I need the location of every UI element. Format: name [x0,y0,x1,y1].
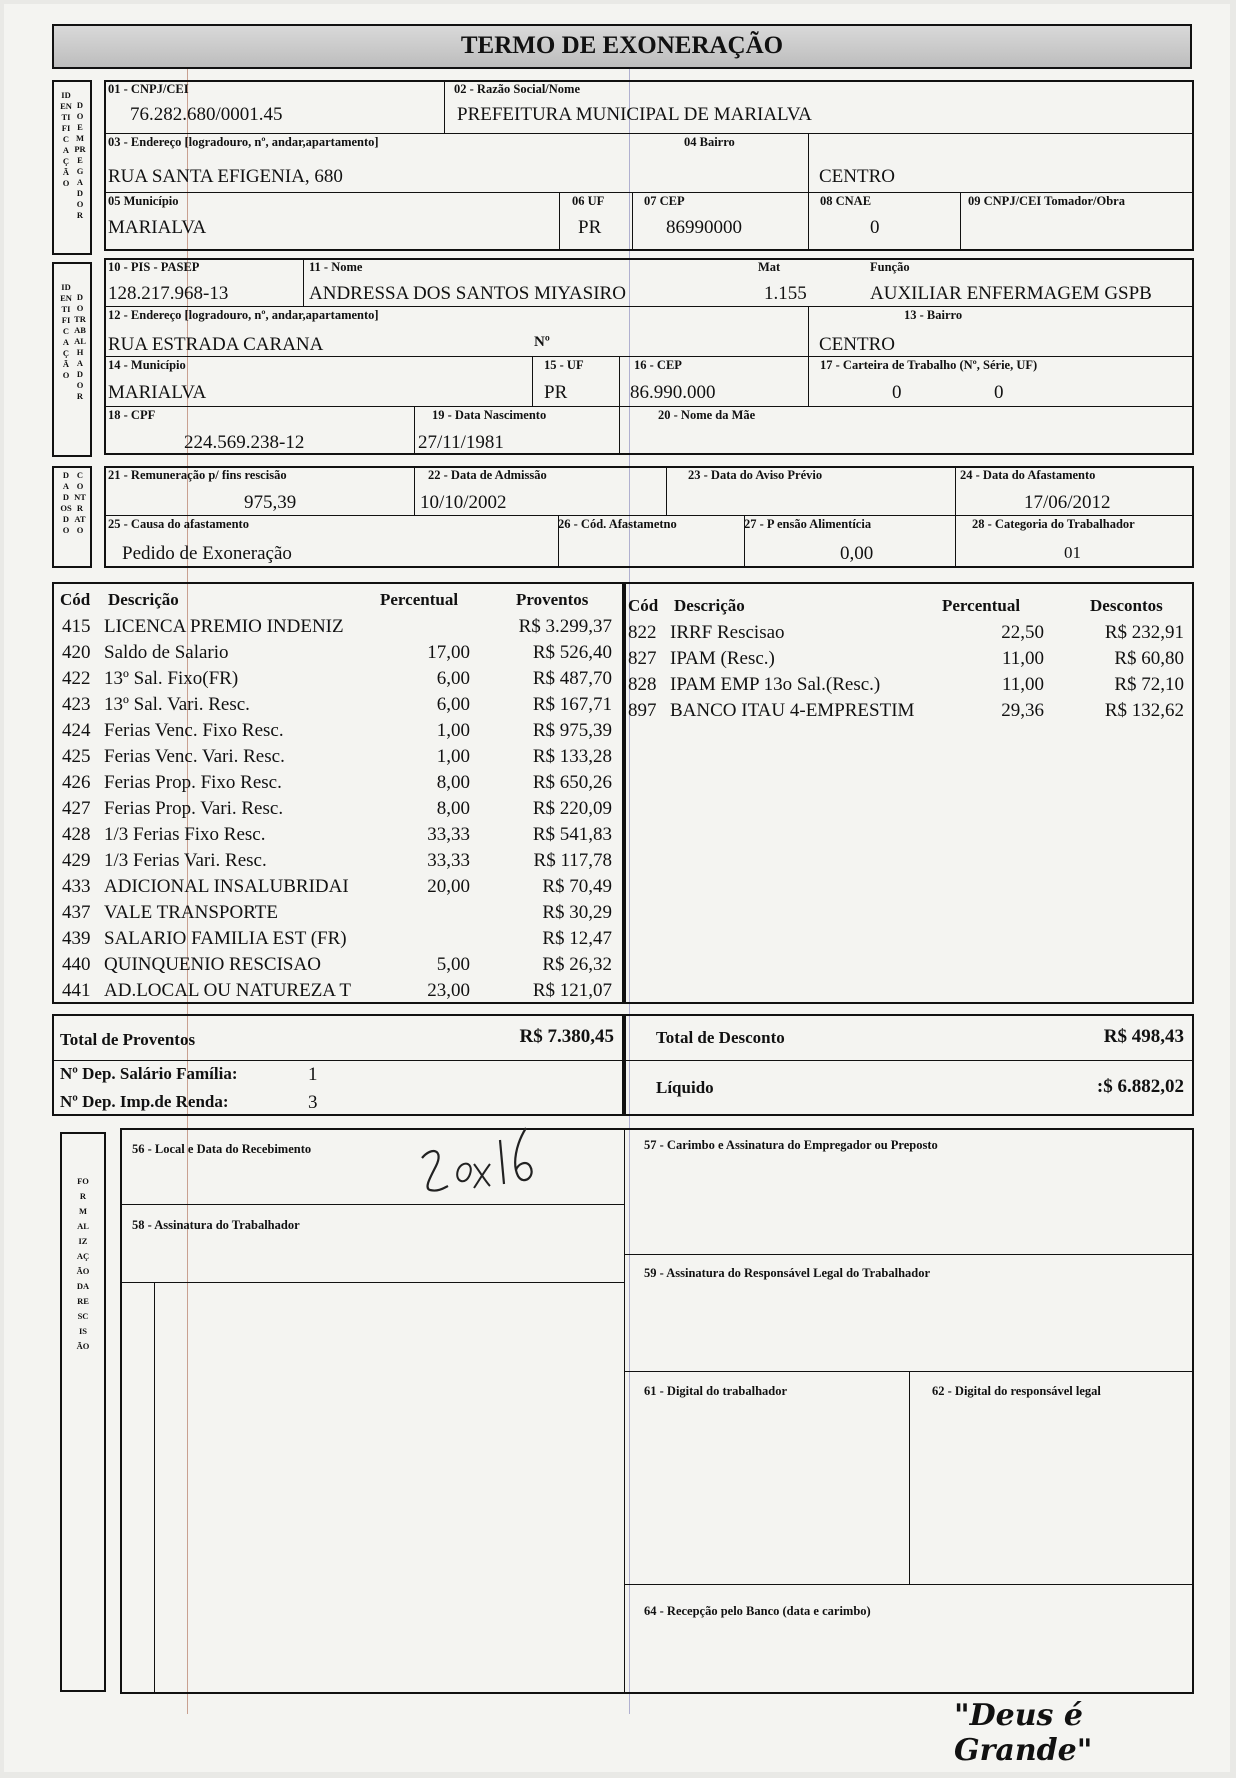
proventos-row-cod: 423 [62,694,91,715]
cod-afast-label: 26 - Cód. Afastametno [558,517,677,531]
liquido-value: :$ 6.882,02 [1096,1076,1184,1097]
proventos-row-pct: 23,00 [427,980,470,1001]
side-label-empregador-2: DO EMPREGADOR [74,100,86,220]
proventos-row-desc: LICENCA PREMIO INDENIZ [104,616,344,637]
proventos-row-cod: 428 [62,824,91,845]
proventos-row-valor: R$ 133,28 [532,746,612,767]
descontos-row-valor: R$ 72,10 [1114,674,1184,695]
proventos-header-cod: Cód [60,590,91,609]
proventos-row-pct: 20,00 [427,876,470,897]
aviso-label: 23 - Data do Aviso Prévio [688,468,823,482]
document-title: TERMO DE EXONERAÇÃO [52,24,1192,69]
proventos-row-desc: Ferias Venc. Vari. Resc. [104,746,285,767]
cnae-value: 0 [870,217,880,238]
nascimento-value: 27/11/1981 [418,432,504,453]
descontos-row-pct: 22,50 [1001,622,1044,643]
total-proventos-value: R$ 7.380,45 [519,1026,614,1047]
descontos-row-desc: IRRF Rescisao [670,622,785,643]
proventos-row-pct [384,928,470,954]
afastamento-value: 17/06/2012 [1024,492,1111,513]
nome-value: ANDRESSA DOS SANTOS MIYASIRO [309,283,626,304]
proventos-row-pct: 33,33 [427,824,470,845]
proventos-row-cod: 439 [62,928,91,949]
mat-label: Mat [758,260,781,274]
proventos-row-desc: ADICIONAL INSALUBRIDAI [104,876,349,897]
admissao-label: 22 - Data de Admissão [428,468,547,482]
proventos-header-descricao: Descrição [108,590,179,609]
proventos-row-cod: 429 [62,850,91,871]
mae-label: 20 - Nome da Mãe [658,408,756,422]
proventos-row-pct: 8,00 [436,772,470,793]
proventos-row-valor: R$ 167,71 [532,694,612,715]
proventos-row-valor: R$ 70,49 [542,876,612,897]
descontos-row-cod: 897 [628,700,657,721]
proventos-row-cod: 425 [62,746,91,767]
handwritten-date-drawing [414,1120,554,1200]
proventos-row-cod: 433 [62,876,91,897]
pis-value: 128.217.968-13 [108,283,229,304]
descontos-header-valor: Descontos [1090,596,1163,615]
proventos-row-valor: R$ 487,70 [532,668,612,689]
razao-label: 02 - Razão Social/Nome [454,82,581,96]
proventos-row-valor: R$ 30,29 [542,902,612,923]
side-box-contrato [52,466,92,568]
proventos-row-pct: 1,00 [436,746,470,767]
proventos-row-valor: R$ 12,47 [542,928,612,949]
proventos-row-desc: 13º Sal. Vari. Resc. [104,694,250,715]
descontos-row-cod: 822 [628,622,657,643]
proventos-row-desc: Ferias Prop. Fixo Resc. [104,772,282,793]
dep-salario-value: 1 [308,1064,318,1085]
proventos-row-desc: Saldo de Salario [104,642,229,663]
side-label-trabalhador: IDENTIFICAÇÃO [60,282,72,380]
total-proventos-label: Total de Proventos [60,1030,196,1049]
document-page [4,4,1230,1772]
proventos-row-pct: 1,00 [436,720,470,741]
descontos-row-desc: IPAM (Resc.) [670,648,775,669]
endereco-emp-value: RUA SANTA EFIGENIA, 680 [108,166,343,187]
ctps-serie: 0 [994,382,1004,403]
proventos-row-pct: 6,00 [436,694,470,715]
descontos-row-desc: BANCO ITAU 4-EMPRESTIM [670,700,915,721]
municipio-emp-label: 05 Município [108,194,179,208]
pensao-value: 0,00 [840,543,874,564]
proventos-row-desc: AD.LOCAL OU NATUREZA T [104,980,351,1001]
municipio-trab-label: 14 - Município [108,358,186,372]
total-descontos-value: R$ 498,43 [1103,1026,1184,1047]
cep-trab-label: 16 - CEP [634,358,682,372]
proventos-row-valor: R$ 117,78 [533,850,612,871]
nascimento-label: 19 - Data Nascimento [432,408,547,422]
mat-value: 1.155 [764,283,807,304]
razao-value: PREFEITURA MUNICIPAL DE MARIALVA [457,104,812,125]
cnae-label: 08 CNAE [820,194,872,208]
footer-inscription: "Deus é Grande" [954,1698,1093,1768]
proventos-row-pct [384,902,470,928]
proventos-row-cod: 415 [62,616,91,637]
categoria-value: 01 [1064,543,1081,562]
recepcao-banco-label: 64 - Recepção pelo Banco (data e carimbo) [644,1604,871,1618]
proventos-row-pct: 6,00 [436,668,470,689]
proventos-row-cod: 426 [62,772,91,793]
local-data-label: 56 - Local e Data do Recebimento [132,1142,312,1156]
proventos-row-valor: R$ 26,32 [542,954,612,975]
proventos-row-desc: Ferias Venc. Fixo Resc. [104,720,284,741]
proventos-row-cod: 422 [62,668,91,689]
proventos-row-cod: 441 [62,980,91,1001]
dep-renda-value: 3 [308,1092,318,1113]
causa-label: 25 - Causa do afastamento [108,517,249,531]
assinatura-trabalhador-label: 58 - Assinatura do Trabalhador [132,1218,300,1232]
cep-emp-label: 07 CEP [644,194,685,208]
proventos-row-desc: 13º Sal. Fixo(FR) [104,668,239,689]
descontos-header-cod: Cód [628,596,659,615]
proventos-row-cod: 440 [62,954,91,975]
descontos-row-cod: 828 [628,674,657,695]
endereco-trab-value: RUA ESTRADA CARANA [108,334,324,355]
bairro-trab-label: 13 - Bairro [904,308,963,322]
proventos-row-pct: 8,00 [436,798,470,819]
proventos-row-cod: 437 [62,902,91,923]
side-label-empregador: IDENTIFICAÇÃO [60,90,72,188]
descontos-row-desc: IPAM EMP 13o Sal.(Resc.) [670,674,881,695]
cnpj-label: 01 - CNPJ/CEI [108,82,189,96]
side-box-trabalhador [52,262,92,457]
proventos-row-desc: VALE TRANSPORTE [104,902,278,923]
proventos-row-valor: R$ 220,09 [532,798,612,819]
cnpj-value: 76.282.680/0001.45 [130,104,283,125]
digital-trabalhador-label: 61 - Digital do trabalhador [644,1384,788,1398]
proventos-row-pct: 17,00 [427,642,470,663]
proventos-row-desc: QUINQUENIO RESCISAO [104,954,321,975]
side-box-empregador [52,80,92,255]
uf-trab-label: 15 - UF [544,358,584,372]
responsavel-legal-label: 59 - Assinatura do Responsável Legal do Trabalhador [644,1266,931,1280]
dep-salario-label: Nº Dep. Salário Família: [60,1064,238,1083]
proventos-row-cod: 424 [62,720,91,741]
causa-value: Pedido de Exoneração [122,543,292,564]
cpf-value: 224.569.238-12 [184,432,305,453]
ctps-label: 17 - Carteira de Trabalho (Nº, Série, UF) [820,358,1038,372]
funcao-label: Função [870,260,910,274]
uf-emp-label: 06 UF [572,194,605,208]
bairro-emp-label: 04 Bairro [684,135,735,149]
cep-emp-value: 86990000 [666,217,742,238]
side-label-contrato-2: CONTRATO [74,470,86,535]
proventos-row-pct: 33,33 [427,850,470,871]
bairro-trab-value: CENTRO [819,334,895,355]
digital-responsavel-label: 62 - Digital do responsável legal [932,1384,1101,1398]
funcao-value: AUXILIAR ENFERMAGEM GSPB [870,283,1152,304]
proventos-row-valor: R$ 526,40 [532,642,612,663]
descontos-header-percentual: Percentual [942,596,1021,615]
municipio-emp-value: MARIALVA [108,217,207,238]
descontos-row-valor: R$ 132,62 [1104,700,1184,721]
descontos-row-pct: 11,00 [1001,674,1044,695]
descontos-row-valor: R$ 232,91 [1104,622,1184,643]
pis-label: 10 - PIS - PASEP [108,260,200,274]
proventos-header-percentual: Percentual [380,590,459,609]
tomador-label: 09 CNPJ/CEI Tomador/Obra [968,194,1125,208]
remuneracao-value: 975,39 [244,492,297,513]
proventos-row-valor: R$ 975,39 [532,720,612,741]
proventos-row-desc: 1/3 Ferias Fixo Resc. [104,824,266,845]
side-label-formalizacao: FORMALIZAÇÃO DA RESCISÃO [76,1176,90,1351]
proventos-row-valor: R$ 3.299,37 [518,616,612,637]
afastamento-label: 24 - Data do Afastamento [960,468,1096,482]
proventos-row-valor: R$ 650,26 [532,772,612,793]
descontos-row-pct: 11,00 [1001,648,1044,669]
numero-label: Nº [534,334,550,350]
endereco-trab-label: 12 - Endereço [logradouro, nº, andar,apartamento] [108,308,379,322]
proventos-row-desc: Ferias Prop. Vari. Resc. [104,798,284,819]
proventos-row-valor: R$ 121,07 [532,980,612,1001]
admissao-value: 10/10/2002 [420,492,507,513]
side-label-trabalhador-2: DO TRABALHADOR [74,292,86,401]
side-label-contrato: DADOS DO [60,470,72,535]
descontos-header-descricao: Descrição [674,596,745,615]
uf-emp-value: PR [578,217,602,238]
proventos-row-cod: 420 [62,642,91,663]
municipio-trab-value: MARIALVA [108,382,207,403]
endereco-emp-label: 03 - Endereço [logradouro, nº, andar,apartamento] [108,135,379,149]
remuneracao-label: 21 - Remuneração p/ fins rescisão [108,468,287,482]
carimbo-empregador-label: 57 - Carimbo e Assinatura do Empregador ou Preposto [644,1138,938,1152]
descontos-row-valor: R$ 60,80 [1114,648,1184,669]
proventos-row-desc: 1/3 Ferias Vari. Resc. [104,850,267,871]
proventos-row-pct [384,616,470,642]
proventos-row-valor: R$ 541,83 [532,824,612,845]
proventos-row-pct: 5,00 [436,954,470,975]
proventos-header-valor: Proventos [516,590,589,609]
descontos-row-pct: 29,36 [1001,700,1044,721]
categoria-label: 28 - Categoria do Trabalhador [972,517,1135,531]
ctps-numero: 0 [892,382,902,403]
nome-label: 11 - Nome [309,260,363,274]
descontos-row-cod: 827 [628,648,657,669]
cpf-label: 18 - CPF [108,408,156,422]
pensao-label: 27 - P ensão Alimentícia [744,517,872,531]
dep-renda-label: Nº Dep. Imp.de Renda: [60,1092,229,1111]
cep-trab-value: 86.990.000 [630,382,716,403]
bairro-emp-value: CENTRO [819,166,895,187]
proventos-row-cod: 427 [62,798,91,819]
liquido-label: Líquido [656,1078,714,1097]
proventos-row-desc: SALARIO FAMILIA EST (FR) [104,928,347,949]
uf-trab-value: PR [544,382,568,403]
total-descontos-label: Total de Desconto [656,1028,785,1047]
